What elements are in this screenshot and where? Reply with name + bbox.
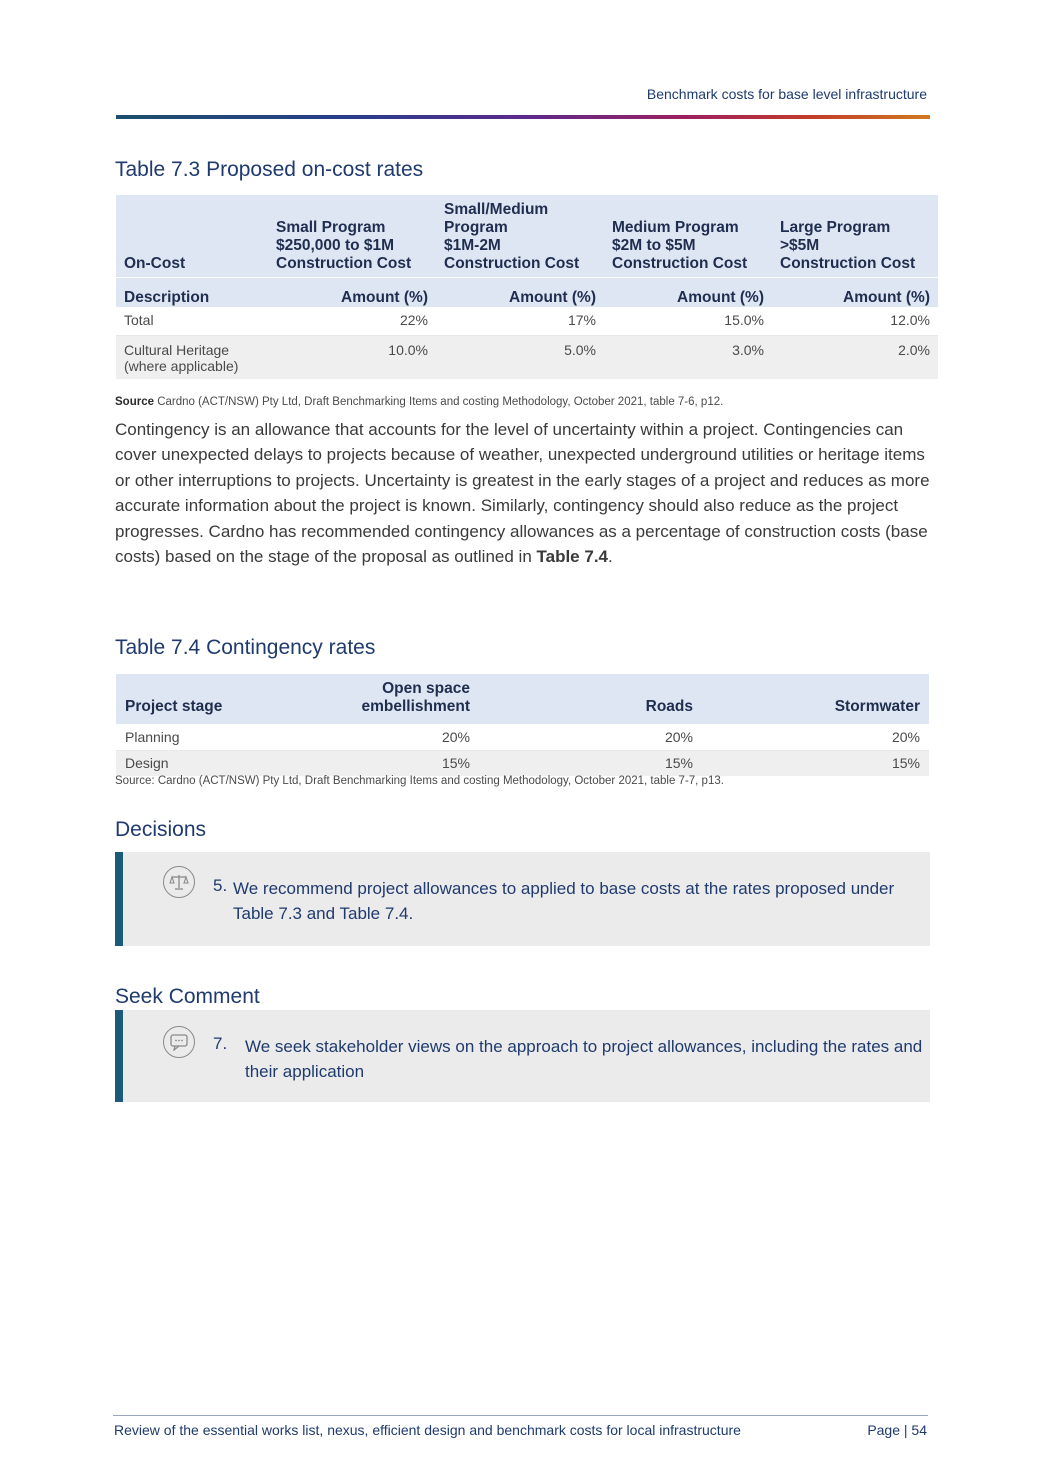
sub-header-amount: Amount (%) (268, 277, 436, 307)
col-header-large-program: Large Program >$5M Construction Cost (772, 195, 938, 277)
table-7-4-source: Source: Cardno (ACT/NSW) Pty Ltd, Draft Benchmarking Items and costing Methodology, October 2021, table 7-7, p13. (115, 775, 724, 787)
col-header-open-space: Open space embellishment (296, 674, 479, 724)
cell-value: 17% (436, 307, 604, 335)
cell-value: 3.0% (604, 335, 772, 379)
cell-value: 15% (702, 750, 929, 776)
running-header: Benchmark costs for base level infrastructure (646, 86, 927, 102)
cell-value: 2.0% (772, 335, 938, 379)
decision-callout (115, 852, 930, 946)
col-header-roads: Roads (479, 674, 702, 724)
cell-value: 15.0% (604, 307, 772, 335)
col-header-small-medium-program: Small/Medium Program $1M-2M Construction Cost (436, 195, 604, 277)
contingency-rates-table (116, 674, 929, 776)
speech-bubble-icon (163, 1026, 195, 1058)
footer-rule (113, 1415, 928, 1416)
decisions-title: Decisions (115, 818, 207, 841)
table-7-3-source: Source Cardno (ACT/NSW) Pty Ltd, Draft Benchmarking Items and costing Methodology, October 2021, table 7-6, p12. (115, 396, 724, 408)
table-row (116, 724, 929, 750)
sub-header-description: Description (116, 277, 268, 307)
table-row (116, 307, 938, 335)
row-label: Total (116, 307, 268, 335)
row-label: Cultural Heritage (where applicable) (116, 335, 268, 379)
comment-text: We seek stakeholder views on the approach to project allowances, including the rates and their application (245, 1037, 923, 1081)
sub-header-amount: Amount (%) (604, 277, 772, 307)
cell-value: 5.0% (436, 335, 604, 379)
seek-comment-title: Seek Comment (115, 985, 260, 1008)
on-cost-rates-table (116, 195, 938, 379)
cell-value: 12.0% (772, 307, 938, 335)
table-7-3-title: Table 7.3 Proposed on-cost rates (115, 158, 424, 181)
col-header-small-program: Small Program $250,000 to $1M Construction Cost (268, 195, 436, 277)
cell-value: 22% (268, 307, 436, 335)
cell-value: 15% (296, 750, 479, 776)
header-gradient-rule (116, 115, 930, 119)
col-header-on-cost: On-Cost (116, 195, 268, 277)
decision-number: 5. (213, 876, 228, 895)
cell-value: 20% (479, 724, 702, 750)
cell-value: 10.0% (268, 335, 436, 379)
table-row (116, 335, 938, 379)
footer-document-title: Review of the essential works list, nexus, efficient design and benchmark costs for local infrastructure (114, 1422, 741, 1438)
sub-header-amount: Amount (%) (772, 277, 938, 307)
row-label: Design (116, 750, 296, 776)
col-header-medium-program: Medium Program $2M to $5M Construction Cost (604, 195, 772, 277)
col-header-stormwater: Stormwater (702, 674, 929, 724)
col-header-project-stage: Project stage (116, 674, 296, 724)
table-reference: Table 7.4 (536, 547, 608, 567)
contingency-paragraph: Contingency is an allowance that accounts for the level of uncertainty within a project. Contingencies can cover unexpected delays to projects because of weather, unexpected underground utilities or heritage items or other interruptions to projects. Uncertainty is greatest in the early stages of a project and reduces as more accurate information about the project is known. Similarly, contingency should also reduce as the project progresses. Cardno has recommended contingency allowances as a percentage of construction costs (base costs) based on the stage of the proposal as outlined in Table 7.4. (115, 420, 930, 567)
decision-text: We recommend project allowances to applied to base costs at the rates proposed under Table 7.3 and Table 7.4. (233, 879, 895, 923)
comment-number: 7. (213, 1034, 228, 1053)
row-label: Planning (116, 724, 296, 750)
table-row (116, 750, 929, 776)
cell-value: 15% (479, 750, 702, 776)
cell-value: 20% (296, 724, 479, 750)
table-7-4-title: Table 7.4 Contingency rates (115, 636, 376, 659)
cell-value: 20% (702, 724, 929, 750)
page-number: Page | 54 (867, 1422, 927, 1438)
comment-callout (115, 1010, 930, 1102)
scales-icon (163, 866, 195, 898)
sub-header-amount: Amount (%) (436, 277, 604, 307)
